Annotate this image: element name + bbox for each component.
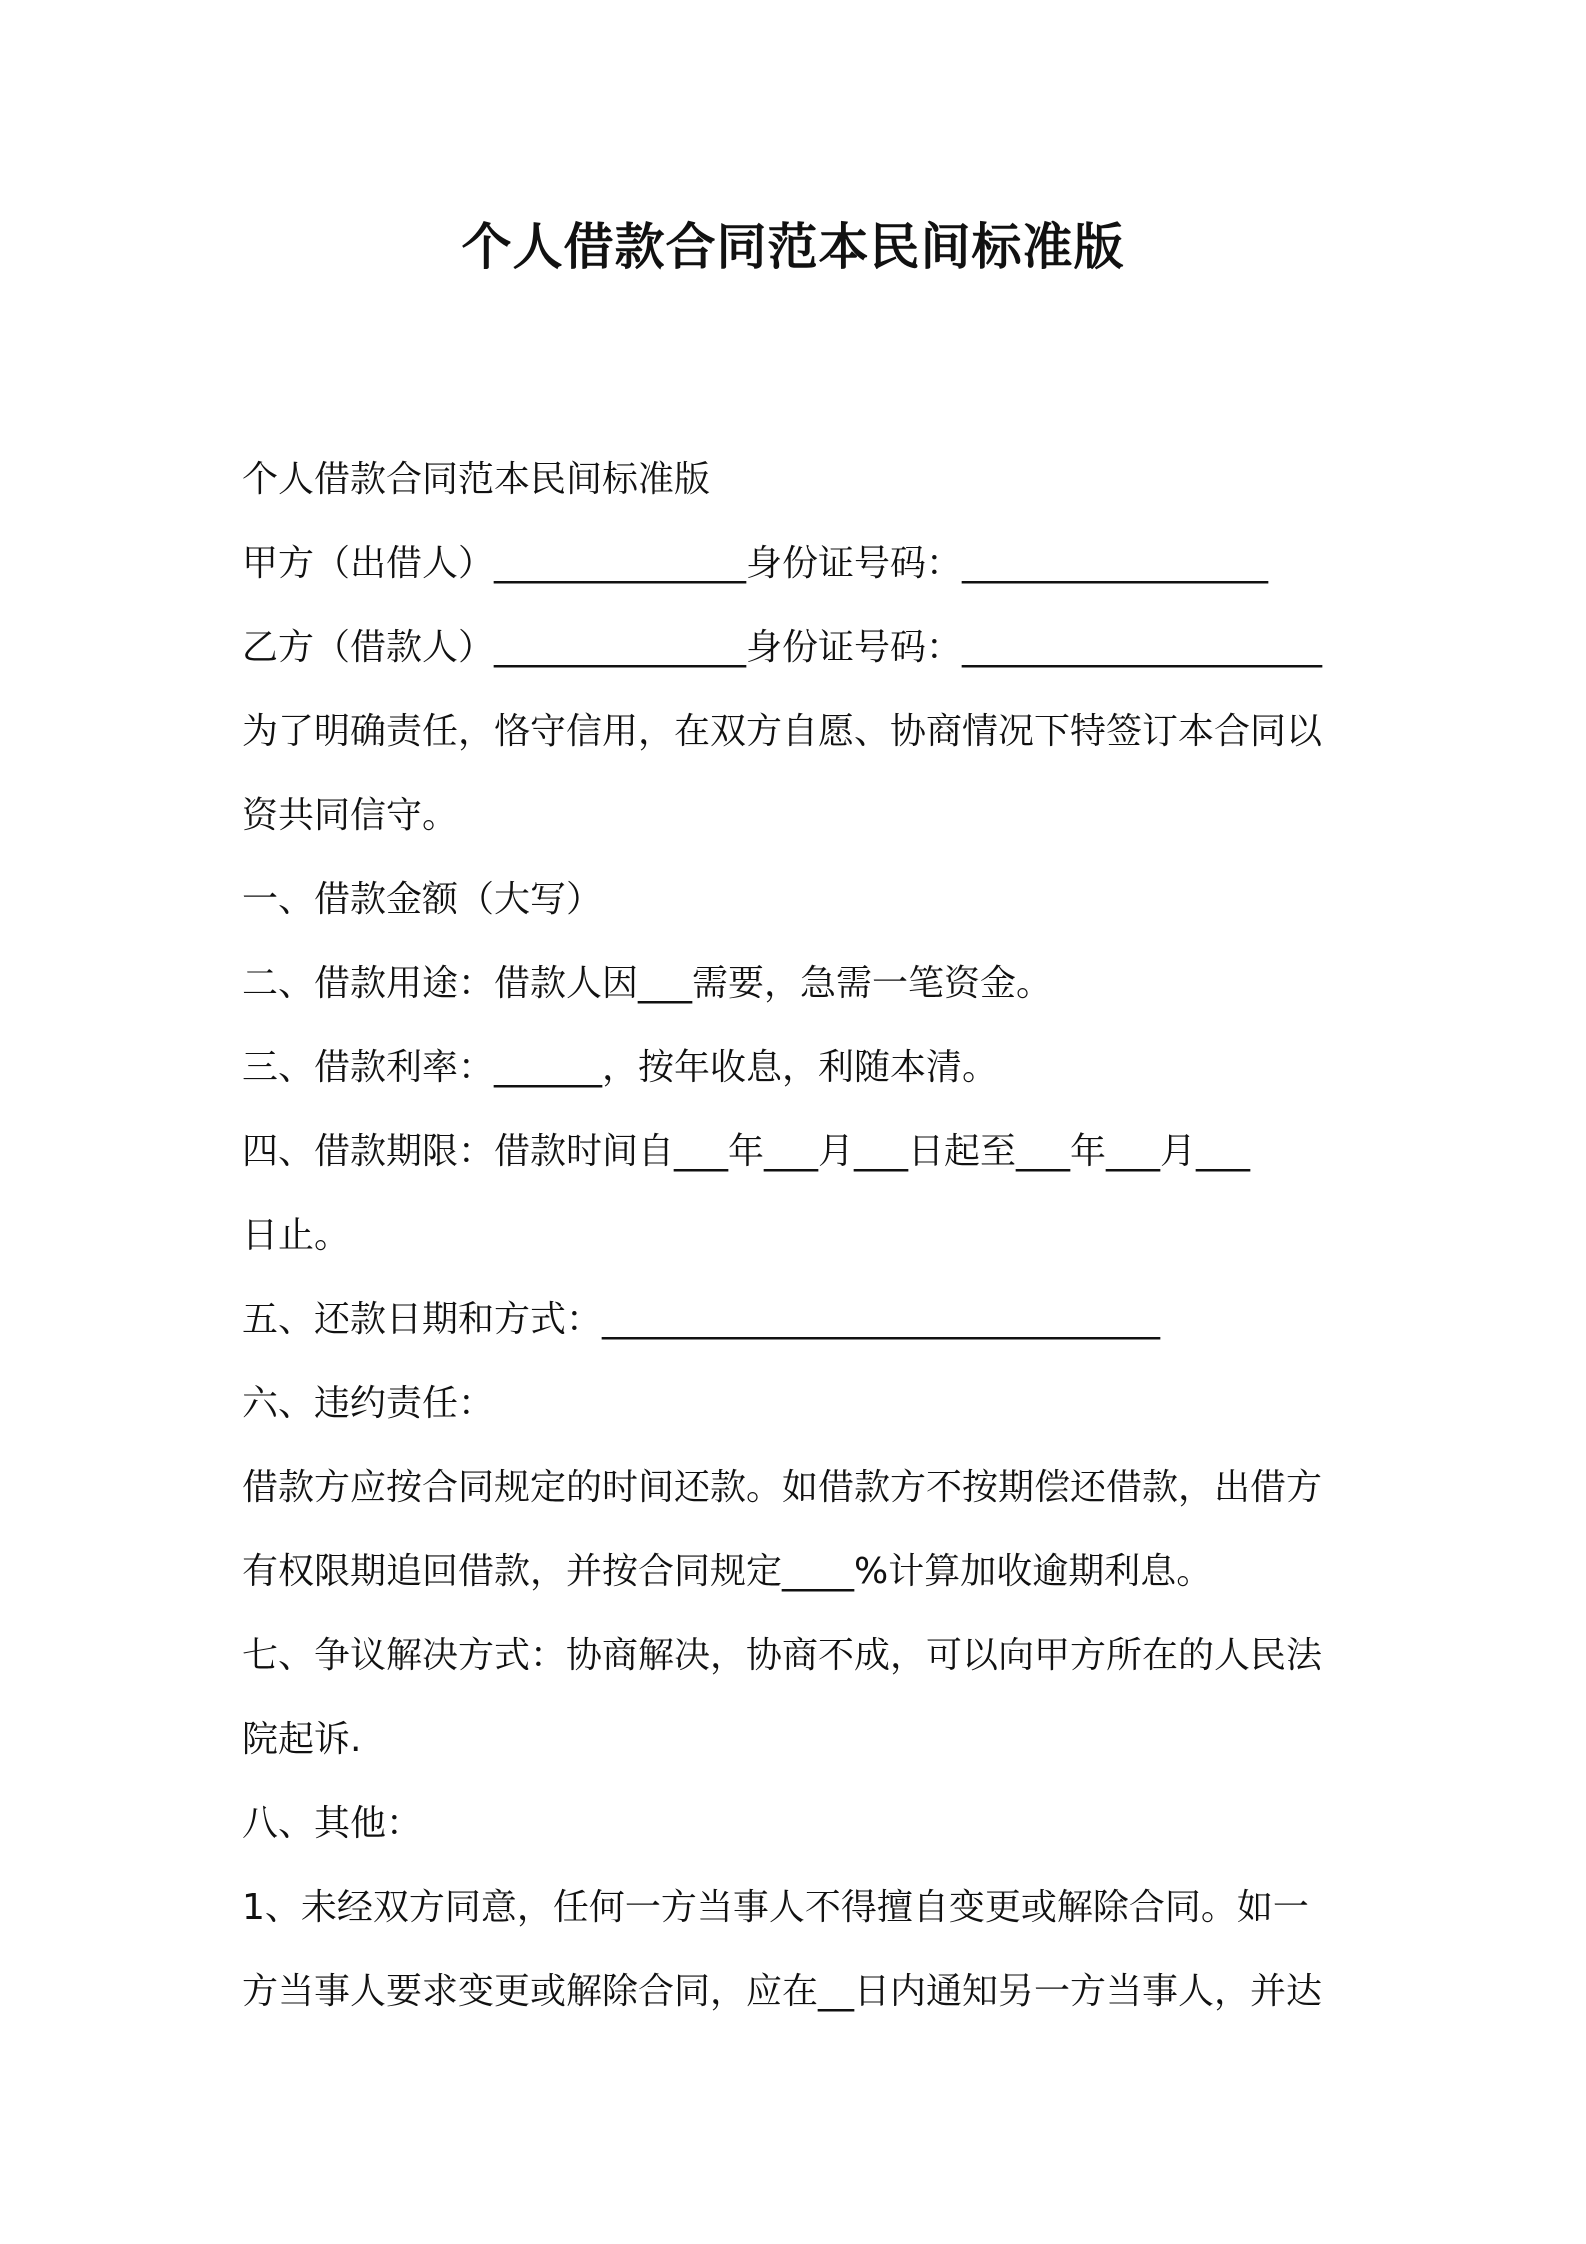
clause-7-dispute-line-1: 七、争议解决方式：协商解决，协商不成，可以向甲方所在的人民法 (242, 1635, 1323, 1676)
clause-6-body-line-1: 借款方应按合同规定的时间还款。如借款方不按期偿还借款，出借方 (242, 1467, 1323, 1508)
clause-3-rate: 三、借款利率：______，按年收息，利随本清。 (242, 1047, 999, 1088)
clause-5-repayment: 五、还款日期和方式：_______________________________ (242, 1299, 1161, 1340)
document-body (242, 438, 1362, 2034)
clause-4-term-line-1: 四、借款期限：借款时间自___年___月___日起至___年___月___ (242, 1131, 1251, 1172)
document-title: 个人借款合同范本民间标准版 (461, 218, 1125, 276)
clause-7-dispute-line-2: 院起诉. (242, 1719, 362, 1760)
clause-8-item-1-line-2: 方当事人要求变更或解除合同，应在__日内通知另一方当事人，并达 (242, 1971, 1323, 2012)
party-a-line: 甲方（出借人）______________身份证号码：_________________ (242, 543, 1269, 584)
clause-8-heading: 八、其他： (242, 1803, 423, 1844)
preamble-line-1: 为了明确责任，恪守信用，在双方自愿、协商情况下特签订本合同以 (242, 711, 1323, 752)
preamble-line-2: 资共同信守。 (242, 795, 459, 836)
party-b-line: 乙方（借款人）______________身份证号码：____________________ (242, 627, 1323, 668)
clause-2-purpose: 二、借款用途：借款人因___需要，急需一笔资金。 (242, 963, 1053, 1004)
clause-1-amount: 一、借款金额（大写） (242, 879, 603, 920)
subtitle-line: 个人借款合同范本民间标准版 (242, 459, 711, 500)
clause-6-body-line-2: 有权限期追回借款，并按合同规定____%计算加收逾期利息。 (242, 1551, 1213, 1592)
clause-8-item-1-line-1: 1、未经双方同意，任何一方当事人不得擅自变更或解除合同。如一 (242, 1887, 1309, 1928)
clause-4-term-line-2: 日止。 (242, 1215, 351, 1256)
clause-6-heading: 六、违约责任： (242, 1383, 495, 1424)
